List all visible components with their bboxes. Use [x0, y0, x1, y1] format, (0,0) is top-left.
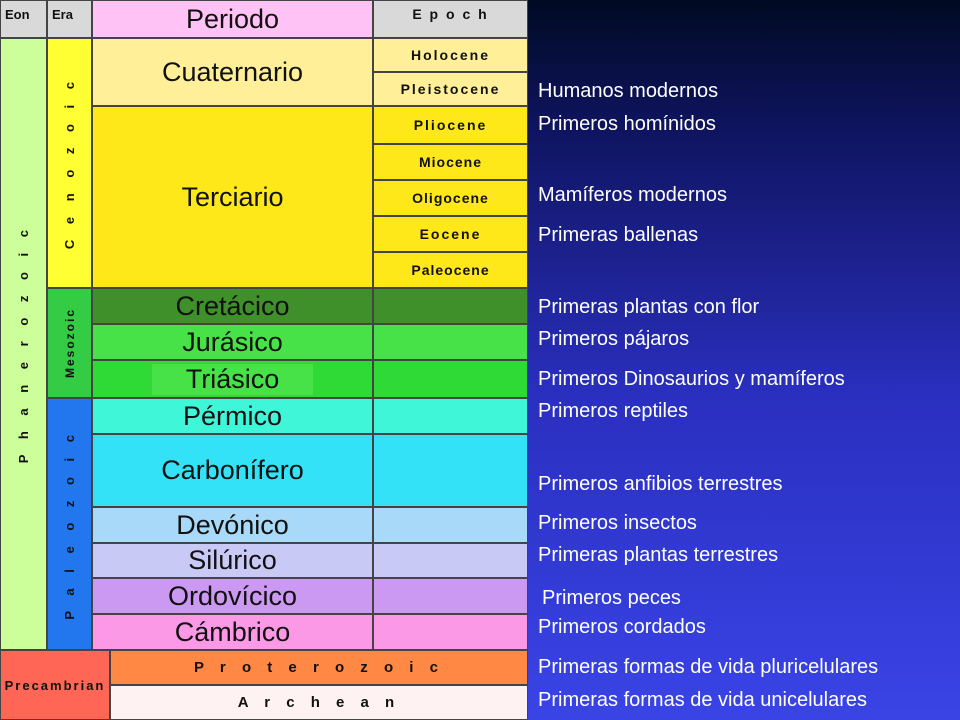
paleozoic-era — [47, 398, 92, 650]
epoch-permian-empty — [373, 398, 528, 434]
precambrian-eon — [0, 650, 110, 720]
period-permico: Pérmico — [92, 398, 373, 434]
phanerozoic-eon — [0, 38, 47, 650]
period-terciario: Terciario — [92, 106, 373, 288]
paleozoic-label: P a l e o z o i c — [62, 428, 77, 620]
archean-label: A r c h e a n — [237, 694, 401, 711]
event-humanos-modernos: Humanos modernos — [538, 80, 719, 102]
mesozoic-label: Mesozoic — [62, 307, 77, 378]
cenozoic-era — [47, 38, 92, 288]
epoch-cretaceous-empty — [373, 288, 528, 324]
event-primeros-cordados: Primeros cordados — [538, 616, 706, 638]
period-jurasico: Jurásico — [92, 324, 373, 360]
period-silurico: Silúrico — [92, 543, 373, 578]
epoch-pliocene: Pliocene — [373, 106, 528, 144]
epoch-carboniferous-empty — [373, 434, 528, 507]
era-header: Era — [47, 0, 92, 38]
event-plantas-con-flor: Primeras plantas con flor — [538, 296, 760, 318]
cenozoic-label: C e n o z o i c — [62, 76, 77, 250]
epoch-jurassic-empty — [373, 324, 528, 360]
events-panel-background — [528, 0, 960, 720]
event-dinosaurios-mamiferos: Primeros Dinosaurios y mamíferos — [538, 368, 845, 390]
epoch-eocene: Eocene — [373, 216, 528, 252]
epoch-oligocene: Oligocene — [373, 180, 528, 216]
event-plantas-terrestres: Primeras plantas terrestres — [538, 544, 779, 566]
event-primeros-pajaros: Primeros pájaros — [538, 328, 690, 350]
periodo-header: Periodo — [92, 0, 373, 38]
phanerozoic-label: P h a n e r o z o i c — [16, 224, 31, 464]
proterozoic-label: P r o t e r o z o i c — [194, 659, 444, 676]
epoch-devonian-empty — [373, 507, 528, 543]
period-devonico: Devónico — [92, 507, 373, 543]
epoch-cambrian-empty — [373, 614, 528, 650]
event-primeros-insectos: Primeros insectos — [538, 512, 697, 534]
period-cretacico: Cretácico — [92, 288, 373, 324]
epoch-header: E p o c h — [373, 0, 528, 38]
event-mamiferos-modernos: Mamíferos modernos — [538, 184, 727, 206]
eon-header: Eon — [0, 0, 47, 38]
triasico-label: Triásico — [152, 364, 314, 395]
epoch-holocene: Holocene — [373, 38, 528, 72]
period-triasico — [92, 360, 373, 398]
epoch-paleocene: Paleocene — [373, 252, 528, 288]
period-carbonifero: Carbonífero — [92, 434, 373, 507]
event-primeros-reptiles: Primeros reptiles — [538, 400, 689, 422]
event-anfibios-terrestres: Primeros anfibios terrestres — [538, 473, 783, 495]
epoch-triassic-empty — [373, 360, 528, 398]
period-cambrico: Cámbrico — [92, 614, 373, 650]
archean-eon — [110, 685, 528, 720]
event-primeros-hominidos: Primeros homínidos — [538, 113, 716, 135]
epoch-ordovician-empty — [373, 578, 528, 614]
proterozoic-eon — [110, 650, 528, 685]
event-primeros-peces: Primeros peces — [542, 587, 681, 609]
epoch-pleistocene: Pleistocene — [373, 72, 528, 106]
mesozoic-era — [47, 288, 92, 398]
event-vida-pluricelular: Primeras formas de vida pluricelulares — [538, 656, 879, 678]
period-cuaternario: Cuaternario — [92, 38, 373, 106]
epoch-silurian-empty — [373, 543, 528, 578]
period-ordovicico: Ordovícico — [92, 578, 373, 614]
event-primeras-ballenas: Primeras ballenas — [538, 224, 699, 246]
epoch-miocene: Miocene — [373, 144, 528, 180]
event-vida-unicelular: Primeras formas de vida unicelulares — [538, 689, 868, 711]
precambrian-label: Precambrian — [4, 677, 106, 693]
